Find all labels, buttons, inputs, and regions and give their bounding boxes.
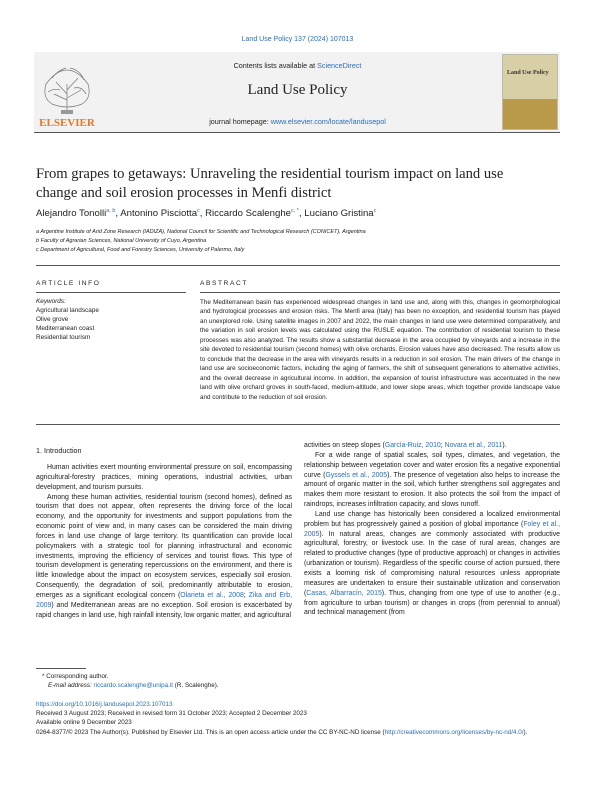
abstract-text: The Mediterranean basin has experienced widespread changes in land use and, along with this, changes in geomorphological and hydrological processes and erosion risks. The Menfi area (Italy) has been no exception, and residential tourism has played an unexplored role. Using satellite images in 2007 and 2022, the main changes in land use were determined comparatively, and the variation in soil erosion levels was calculated using the RUSLE equation. The contribution of residential tourism to these processes was also analyzed. The results show a substantial decrease in the area occupied by vineyards and a increase in the site devoted to residential tourism (second homes) with olive orchards. Erosion values have also decreased. The results allow us to conclude that the decrease in the area with vineyards results in a reduction in soil erosion. The main drivers of the change in land use are socioeconomic factors, including the aging of farmers, the shift of subsequent generations to alternative activities, and the overall decrease in agricultural income. In addition, the expansion of tourist infrastructure was accentuated in the new land with olive orchard groves in south-faced, medium-altitude, and lower slope areas, which together provide landscape value and contribute to the reduction of soil erosion.	[200, 299, 560, 401]
author-affil-sup[interactable]: c	[373, 208, 377, 214]
cover-title: Land Use Policy	[507, 70, 549, 76]
right-column	[304, 441, 560, 618]
journal-title: Land Use Policy	[247, 82, 348, 98]
homepage-link[interactable]: www.elsevier.com/locate/landusepol	[270, 117, 386, 126]
footnote-divider	[36, 668, 86, 669]
keyword: Agricultural landscape	[36, 307, 99, 314]
journal-citation[interactable]: Land Use Policy 137 (2024) 107013	[241, 36, 354, 43]
keyword: Residential tourism	[36, 334, 91, 341]
elsevier-wordmark: ELSEVIER	[39, 117, 95, 129]
license-note: 0264-8377/© 2023 The Author(s). Published by Elsevier Ltd. This is an open access article under the CC BY-NC-ND license (http://creativecommons.org/licenses/by-nc-nd/4.0/).	[36, 729, 528, 736]
paragraph: activities on steep slopes (García-Ruiz, 2010; Novara et al., 2011).	[304, 442, 507, 449]
affiliation: b Faculty of Agrarian Sciences, National University of Cuyo, Argentina	[36, 238, 207, 244]
author-affil-sup[interactable]: c, *	[291, 208, 299, 214]
paragraph: Land use change has historically been considered a localized environmental problem but has progressively gained a position of global importance (Foley et al., 2005). In natural areas, changes are commonly associated with productive agricultural, forestry, or livestock use. In the case of rural areas, changes are related to productive changes (type of productive approach) or changes in activities (urbanization or tourism). Regardless of the specific course of action pursued, there exists a looming risk of compromising natural resources unless appropriate measures are undertaken to ensure their sustainable utilization and conservation (Casas, Albarracín, 2015). Thus, changing from one type of use to another (e.g., from agriculture to urban tourism) or changes in crops (from perennial to annual) and technical management (from	[304, 510, 560, 617]
citation-link[interactable]: Gyssels et al., 2005	[325, 471, 388, 479]
keyword: Mediterranean coast	[36, 325, 95, 332]
cover-image-band	[503, 99, 557, 129]
section-heading: 1. Introduction	[36, 446, 82, 455]
keywords-label: Keywords:	[36, 298, 66, 305]
citation-link[interactable]: García-Ruiz, 2010	[384, 442, 441, 449]
citation-link[interactable]: Zika and Erb, 2009	[36, 591, 293, 609]
author-name: Antonino Pisciotta	[120, 208, 198, 220]
paper-title: From grapes to getaways: Unraveling the residential tourism impact on land use change and soil erosion processes in Menfi district	[36, 166, 504, 201]
divider	[36, 292, 186, 293]
article-info-heading: ARTICLE INFO	[36, 280, 101, 287]
divider	[200, 292, 560, 293]
citation-link[interactable]: Olarieta et al., 2008	[180, 591, 244, 599]
license-link[interactable]: http://creativecommons.org/licenses/by-nc-nd/4.0/	[384, 729, 524, 736]
divider	[36, 265, 560, 266]
citation-link[interactable]: Novara et al., 2011	[444, 442, 503, 449]
citation-link[interactable]: Casas, Albarracín, 2015	[306, 589, 382, 597]
author-name: Alejandro Tonolli	[36, 208, 107, 220]
citation-link[interactable]: Foley et al., 2005	[304, 520, 560, 538]
author-name: Luciano Gristina	[304, 208, 374, 220]
divider	[36, 424, 560, 425]
affiliation: a Argentine Institute of Arid Zone Research (IADIZA), National Council for Scientific and Technological Research (CONICET), Argentina	[36, 229, 366, 235]
author-name: Riccardo Scalenghe	[205, 208, 291, 220]
author-affil-sup[interactable]: c	[197, 208, 200, 214]
email-link[interactable]: riccardo.scalenghe@unipa.it	[93, 682, 174, 689]
abstract-heading: ABSTRACT	[200, 280, 248, 287]
keyword: Olive grove	[36, 316, 69, 323]
email-note: E-mail address: riccardo.scalenghe@unipa.it (R. Scalenghe).	[48, 682, 219, 689]
journal-cover-thumbnail	[502, 54, 558, 130]
sciencedirect-link[interactable]: ScienceDirect	[317, 61, 362, 70]
paragraph: Among these human activities, residential tourism (second homes), defined as tourism that does not appear, often represents the driving force of the local economy, and the opportunity for investments and support populations from the economic point of view and, in many cases can be considered the main driving forces in land use change of large territory. Its quantification can provide local policymakers with a strategic tool for planning infrastructural and economic investments, improving the efficiency of services and tourist flows. This type of tourism development is generating repercussions on the environment, and there is little knowledge about the impact on ecosystem services, especially soil erosion. Consequently, the degradation of soil, predominantly attributable to erosion, emerges as a significant ecological concern (Olarieta et al., 2008; Zika and Erb, 2009) and Mediterranean areas are no exception. Soil erosion is exacerbated by rapid changes in land use, high rainfall intensity, low organic matter, and agricultural	[36, 493, 293, 619]
left-column	[36, 463, 292, 621]
doi-link[interactable]: https://doi.org/10.1016/j.landusepol.2023.107013	[36, 701, 173, 708]
received-dates: Received 3 August 2023; Received in revised form 31 October 2023; Accepted 2 December 2023	[36, 710, 307, 717]
available-online: Available online 9 December 2023	[36, 719, 132, 726]
paragraph: Human activities exert mounting environmental pressure on soil, encompassing agricultural-forestry practices, mining operations, industrial activities, urban development, and tourism pursuits.	[36, 464, 292, 491]
journal-homepage: journal homepage: www.elsevier.com/locate/landusepol	[209, 117, 386, 126]
author-list: Alejandro Tonolli$^{a, b}$, Antonino Pisciotta$^c$, Riccardo Scalenghe$^{c, *}$, Luciano Gristina$^c$	[36, 208, 377, 220]
affiliation: c Department of Agricultural, Food and Forestry Sciences, University of Palermo, Italy	[36, 247, 245, 253]
paragraph: For a wide range of spatial scales, soil types, climates, and vegetation, the relationship between vegetation cover and water erosion fits a negative exponential curve (Gyssels et al., 2005). The presence of vegetation also helps to increase the amount of organic matter in the soil, which further strengthens soil aggregates and makes them more resistant to erosion. It also protects the soil from the impact of raindrops, increases infiltration capacity, and slows runoff.	[304, 451, 560, 509]
contents-line: Contents lists available at ScienceDirect	[233, 61, 362, 70]
author-affil-sup[interactable]: a, b	[106, 208, 116, 214]
corresponding-note: * Corresponding author.	[42, 673, 109, 680]
